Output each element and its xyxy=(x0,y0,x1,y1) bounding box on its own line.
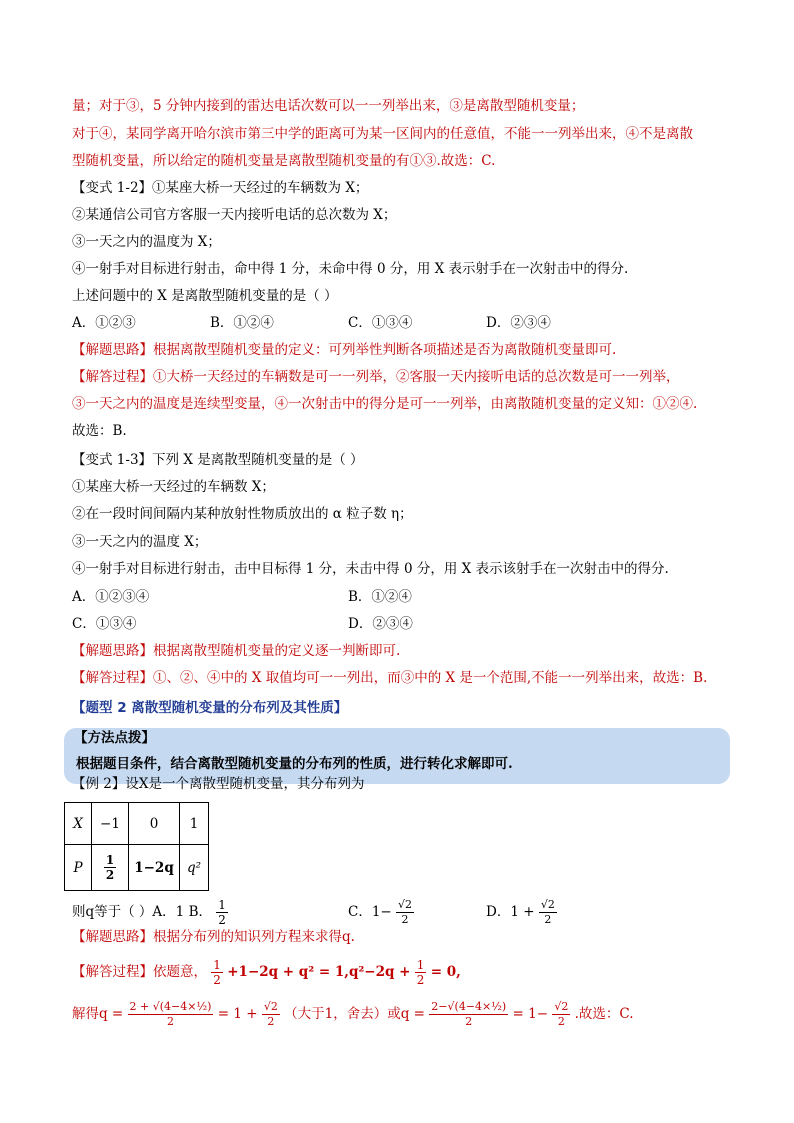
table-cell: q² xyxy=(180,845,209,891)
text-line: 型随机变量，所以给定的随机变量是离散型随机变量的有①③.故选：C. xyxy=(72,153,496,169)
variant-1-2-title: 【变式 1-2】①某座大桥一天经过的车辆数为 X； xyxy=(72,180,369,196)
answer-text: 故选：B. xyxy=(72,423,127,439)
fraction-denominator: 2 xyxy=(557,1015,565,1028)
fraction xyxy=(128,1000,214,1029)
text-line: ②在一段时间间隔内某种放射性物质放出的 α 粒子数 η； xyxy=(72,506,413,522)
fraction xyxy=(216,898,228,927)
fraction-denominator: 2 xyxy=(105,868,115,882)
fraction-numerator: 1 xyxy=(218,898,226,912)
fraction xyxy=(552,1000,570,1029)
text-line: ②某通信公司官方客服一天内接听电话的总次数为 X； xyxy=(72,207,397,223)
solution-process: ③一天之内的温度是连续型变量，④一次射击中的得分是可一一列举，由离散随机变量的定义知：①②④. xyxy=(72,396,698,412)
fraction-numerator: 2−√(4−4×½) xyxy=(431,1000,507,1013)
fraction xyxy=(539,898,557,927)
solution-process xyxy=(72,958,461,987)
fraction-denominator: 2 xyxy=(167,1015,174,1028)
section-title: 【题型 2 离散型随机变量的分布列及其性质】 xyxy=(72,700,348,716)
option-a: A．①②③ xyxy=(72,315,136,331)
text-line: 对于④，某同学离开哈尔滨市第三中学的距离可为某一区间内的任意值，不能一一列举出来，④不是离散 xyxy=(72,126,693,142)
fraction-numerator: 1 xyxy=(213,958,221,972)
method-title: 【方法点拨】 xyxy=(74,730,155,746)
variant-1-3-title: 【变式 1-3】下列 X 是离散型随机变量的是（ ） xyxy=(72,452,364,468)
fraction-numerator: √2 xyxy=(398,898,413,911)
table-cell: 1 xyxy=(180,803,209,845)
fraction xyxy=(104,853,116,882)
table-cell: 0 xyxy=(129,803,180,845)
fraction-numerator: 1 xyxy=(105,853,115,867)
text-line: ④一射手对目标进行射击，击中目标得 1 分，未击中得 0 分，用 X 表示该射手在一次射击中的得分. xyxy=(72,561,669,577)
fraction xyxy=(211,958,223,987)
question-text: 上述问题中的 X 是离散型随机变量的是（ ） xyxy=(72,288,338,304)
method-body: 根据题目条件，结合离散型随机变量的分布列的性质，进行转化求解即可. xyxy=(76,756,513,772)
fraction-denominator: 2 xyxy=(267,1015,275,1028)
option-d: D．②③④ xyxy=(348,616,413,632)
fraction xyxy=(429,1000,508,1029)
result-text: = 1 + xyxy=(217,1006,258,1022)
text-line: ④一射手对目标进行射击，命中得 1 分，未命中得 0 分，用 X 表示射手在一次射击中的得分. xyxy=(72,261,629,277)
table-cell: P xyxy=(65,845,92,891)
process-label: 【解答过程】依题意， xyxy=(72,964,207,980)
fraction xyxy=(262,1000,280,1029)
table-cell: X xyxy=(65,803,92,845)
fraction xyxy=(415,958,427,987)
fraction-denominator: 2 xyxy=(544,913,552,926)
distribution-table xyxy=(64,802,209,891)
solution-result xyxy=(72,1000,634,1029)
fraction-denominator: 2 xyxy=(401,913,409,926)
fraction-denominator: 2 xyxy=(213,973,221,987)
solution-process: 【解答过程】①、②、④中的 X 取值均可一一列出，而③中的 X 是一个范围,不能一一列举出来，故选：B. xyxy=(72,670,708,686)
table-cell: 1−2q xyxy=(129,845,180,891)
equation-end: = 0, xyxy=(430,964,461,980)
text-line: ③一天之内的温度 X； xyxy=(72,534,208,550)
text-line: 量；对于③，5 分钟内接到的雷达电话次数可以一一列举出来，③是离散型随机变量； xyxy=(72,98,585,114)
text-line: ①某座大桥一天经过的车辆数 X； xyxy=(72,479,275,495)
option-b: B．①②④ xyxy=(210,315,274,331)
fraction-numerator: √2 xyxy=(554,1000,569,1013)
solution-process: 【解答过程】①大桥一天经过的车辆数是可一一列举，②客服一天内接听电话的总次数是可一一列举， xyxy=(72,369,680,385)
option-c: C．①③④ xyxy=(348,315,413,331)
option-c xyxy=(348,898,414,927)
option-c-label: C．1− xyxy=(348,904,392,920)
fraction-numerator: √2 xyxy=(263,1000,278,1013)
fraction-numerator: 2 + √(4−4×½) xyxy=(129,1000,212,1013)
result-prefix: 解得q = xyxy=(72,1006,124,1022)
option-b: B．①②④ xyxy=(348,589,412,605)
fraction-numerator: 1 xyxy=(416,958,425,972)
option-d xyxy=(486,898,557,927)
fraction xyxy=(396,898,414,927)
solution-idea: 【解题思路】根据分布列的知识列方程来求得q. xyxy=(72,929,355,945)
option-d: D．②③④ xyxy=(486,315,551,331)
question-prefix: 则q等于（ ）A．1 B． xyxy=(72,904,212,920)
table-cell xyxy=(92,845,129,891)
fraction-denominator: 2 xyxy=(465,1015,473,1028)
result-text: = 1− xyxy=(512,1006,549,1022)
example-2-title: 【例 2】设X是一个离散型随机变量，其分布列为 xyxy=(72,776,365,792)
fraction-denominator: 2 xyxy=(218,913,226,927)
option-d-label: D．1 + xyxy=(486,904,535,920)
result-note: （大于1，舍去）或q = xyxy=(284,1006,425,1022)
option-c: C．①③④ xyxy=(72,616,137,632)
solution-idea: 【解题思路】根据离散型随机变量的定义：可列举性判断各项描述是否为离散随机变量即可. xyxy=(72,342,617,358)
equation: +1−2q + q² = 1,q²−2q + xyxy=(227,964,411,980)
result-end: .故选：C. xyxy=(574,1006,634,1022)
table-cell: −1 xyxy=(92,803,129,845)
text-line: ③一天之内的温度为 X； xyxy=(72,234,221,250)
solution-idea: 【解题思路】根据离散型随机变量的定义逐一判断即可. xyxy=(72,643,401,659)
option-a: A．①②③④ xyxy=(72,589,150,605)
fraction-denominator: 2 xyxy=(416,973,425,987)
fraction-numerator: √2 xyxy=(540,898,555,911)
options-row xyxy=(72,898,228,927)
